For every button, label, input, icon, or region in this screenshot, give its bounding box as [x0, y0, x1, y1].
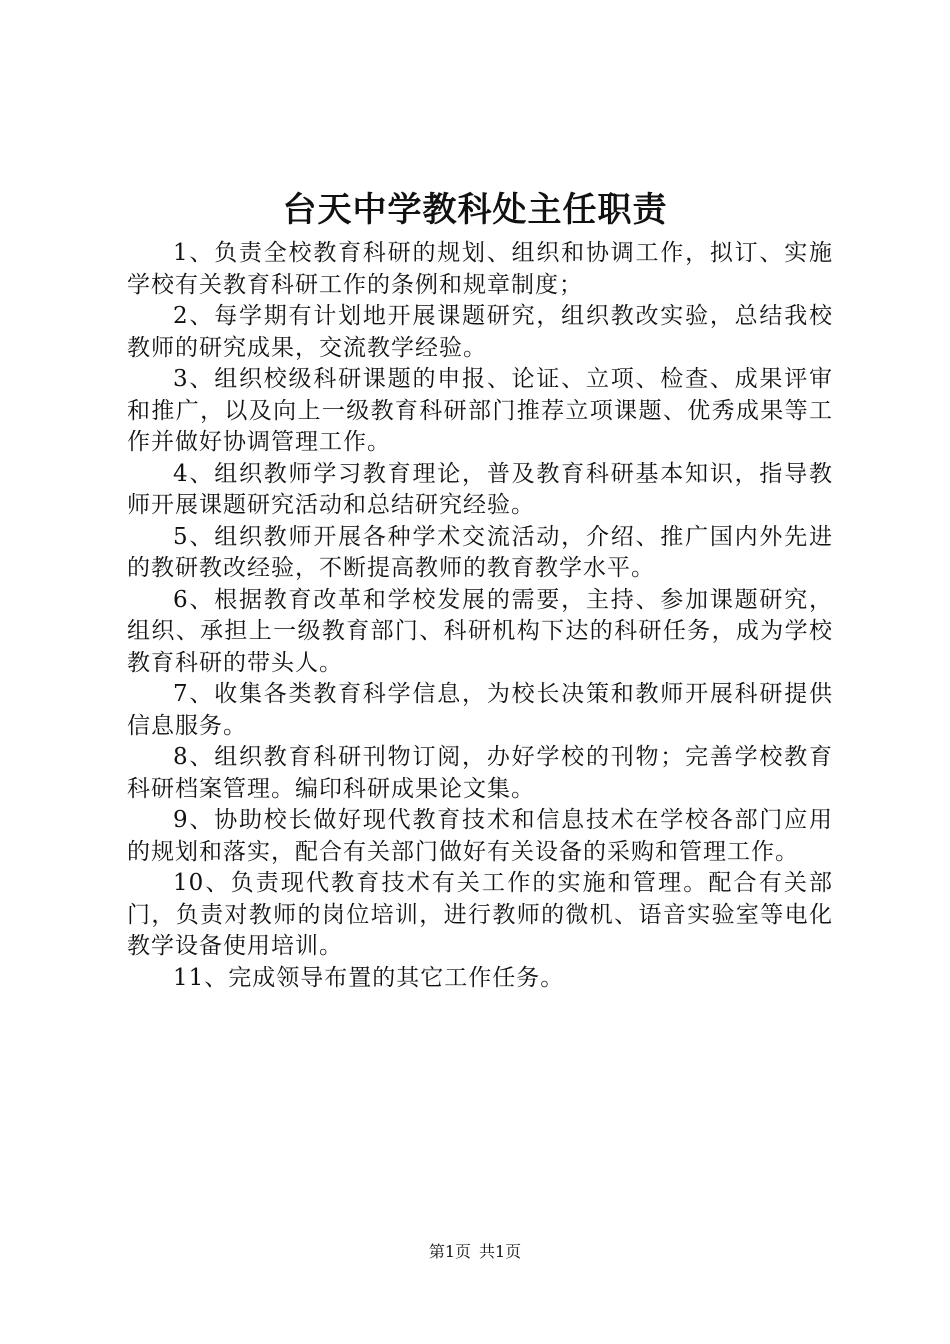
- duty-item-1: 1、负责全校教育科研的规划、组织和协调工作，拟订、实施学校有关教育科研工作的条例和规章制度；: [127, 240, 833, 298]
- page-footer: [0, 1241, 950, 1263]
- duty-item-3: 3、组织校级科研课题的申报、论证、立项、检查、成果评审和推广，以及向上一级教育科研部门推荐立项课题、优秀成果等工作并做好协调管理工作。: [127, 366, 833, 455]
- duty-item-8: 8、组织教育科研刊物订阅，办好学校的刊物；完善学校教育科研档案管理。编印科研成果论文集。: [127, 744, 833, 802]
- document-body: [127, 238, 833, 994]
- duty-item-9: 9、协助校长做好现代教育技术和信息技术在学校各部门应用的规划和落实，配合有关部门做好有关设备的采购和管理工作。: [127, 807, 833, 865]
- duty-item-10: 10、负责现代教育技术有关工作的实施和管理。配合有关部门，负责对教师的岗位培训，进行教师的微机、语音实验室等电化教学设备使用培训。: [127, 870, 833, 959]
- page-title: 台天中学教科处主任职责: [282, 190, 668, 230]
- duty-item-6: 6、根据教育改革和学校发展的需要，主持、参加课题研究，组织、承担上一级教育部门、科研机构下达的科研任务，成为学校教育科研的带头人。: [127, 586, 833, 676]
- duty-item-4: 4、组织教师学习教育理论，普及教育科研基本知识，指导教师开展课题研究活动和总结研究经验。: [127, 460, 833, 518]
- duty-item-2: 2、每学期有计划地开展课题研究，组织教改实验，总结我校教师的研究成果，交流教学经验。: [127, 303, 833, 361]
- page-number-current: 第1页: [428, 1242, 471, 1261]
- duty-item-7: 7、收集各类教育科学信息，为校长决策和教师开展科研提供信息服务。: [127, 681, 833, 739]
- duty-item-5: 5、组织教师开展各种学术交流活动，介绍、推广国内外先进的教研教改经验，不断提高教师的教育教学水平。: [127, 523, 833, 581]
- page-number-total: 共1页: [479, 1242, 522, 1261]
- duty-item-11: 11、完成领导布置的其它工作任务。: [173, 964, 565, 991]
